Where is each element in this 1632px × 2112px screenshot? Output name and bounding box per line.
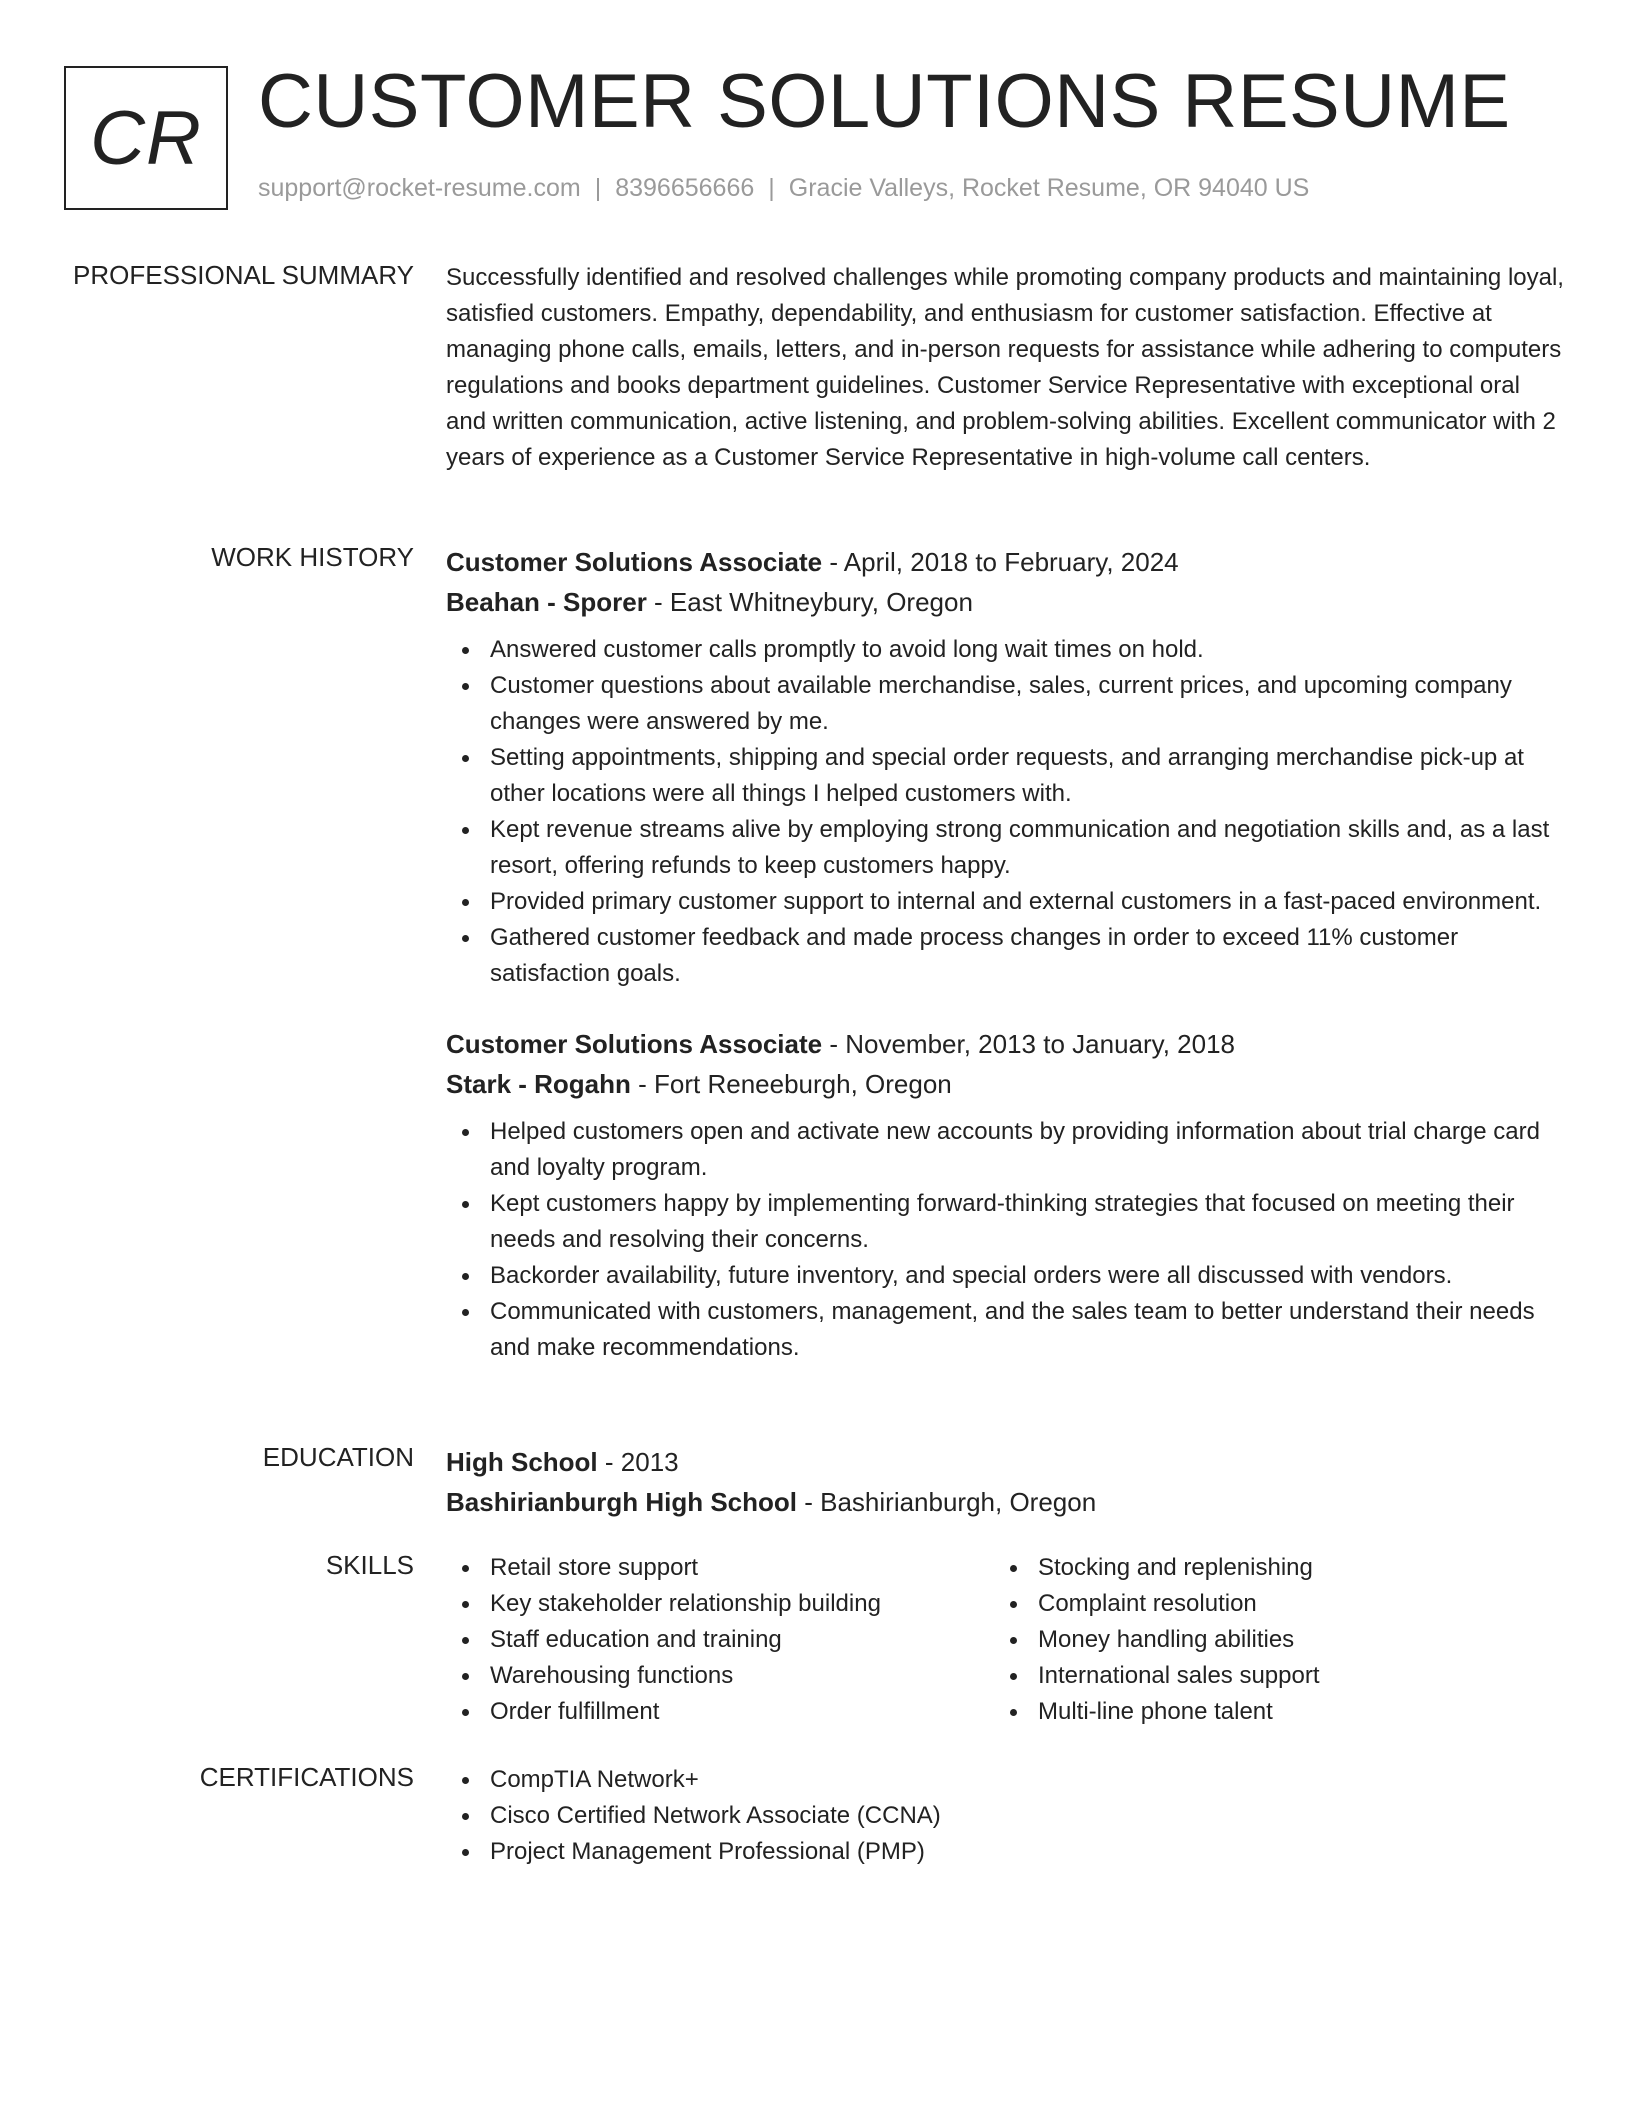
- skill-item: Key stakeholder relationship building: [446, 1586, 994, 1622]
- contact-phone: 8396656666: [615, 174, 755, 202]
- certification-item: CompTIA Network+: [446, 1762, 1566, 1798]
- job-bullet: Provided primary customer support to internal and external customers in a fast-paced environment.: [446, 884, 1566, 920]
- job-bullet: Gathered customer feedback and made process changes in order to exceed 11% customer satisfaction goals.: [446, 920, 1566, 992]
- certifications-heading: CERTIFICATIONS: [199, 1762, 414, 1792]
- education-heading: EDUCATION: [262, 1442, 414, 1472]
- education-school-line: [446, 1482, 1566, 1522]
- education-degree: High School: [446, 1447, 598, 1477]
- skills-body: [446, 1550, 1566, 1730]
- job-bullet: Kept customers happy by implementing forward-thinking strategies that focused on meeting their needs and resolving their concerns.: [446, 1186, 1566, 1258]
- certification-item: Project Management Professional (PMP): [446, 1834, 1566, 1870]
- monogram-initials: CR: [90, 95, 202, 181]
- certification-item: Cisco Certified Network Associate (CCNA): [446, 1798, 1566, 1834]
- job-bullet: Backorder availability, future inventory, and special orders were all discussed with vendors.: [446, 1258, 1566, 1294]
- job-bullets: [446, 632, 1566, 992]
- job-bullet: Customer questions about available merchandise, sales, current prices, and upcoming company changes were answered by me.: [446, 668, 1566, 740]
- education-year: - 2013: [597, 1447, 679, 1477]
- job-entry: [446, 542, 1566, 992]
- skills-list-left: [446, 1550, 994, 1730]
- education-school: Bashirianburgh High School: [446, 1487, 798, 1517]
- resume-title: CUSTOMER SOLUTIONS RESUME: [258, 59, 1511, 144]
- job-company-line: [446, 582, 1566, 622]
- job-bullet: Answered customer calls promptly to avoid long wait times on hold.: [446, 632, 1566, 668]
- contact-address: Gracie Valleys, Rocket Resume, OR 94040 US: [788, 174, 1310, 202]
- job-bullet: Setting appointments, shipping and special order requests, and arranging merchandise pick-up at other locations were all things I helped customers with.: [446, 740, 1566, 812]
- skill-item: Money handling abilities: [994, 1622, 1554, 1658]
- work-history-body: [446, 542, 1566, 1366]
- skill-item: Retail store support: [446, 1550, 994, 1586]
- summary-heading: PROFESSIONAL SUMMARY: [73, 260, 414, 290]
- job-title: Customer Solutions Associate: [446, 1029, 823, 1059]
- job-title-line: [446, 1024, 1566, 1064]
- job-company-line: [446, 1064, 1566, 1104]
- monogram-box: [64, 66, 228, 210]
- job-company: Stark - Rogahn: [446, 1069, 631, 1099]
- skill-item: Order fulfillment: [446, 1694, 994, 1730]
- education-body: [446, 1442, 1566, 1522]
- contact-line: [258, 174, 1309, 203]
- job-entry: [446, 1024, 1566, 1366]
- skill-item: Staff education and training: [446, 1622, 994, 1658]
- job-dates: - November, 2013 to January, 2018: [822, 1029, 1236, 1059]
- summary-text: Successfully identified and resolved challenges while promoting company products and maintaining loyal, satisfied customers. Empathy, dependability, and enthusiasm for customer satisfaction. Effective at managing phone calls, emails, letters, and in-person requests for assistance while adhering to computers regulations and books department guidelines. Customer Service Representative with exceptional oral and written communication, active listening, and problem-solving abilities. Excellent communicator with 2 years of experience as a Customer Service Representative in high-volume call centers.: [446, 264, 1564, 471]
- job-company: Beahan - Sporer: [446, 587, 647, 617]
- contact-email: support@rocket-resume.com: [258, 174, 581, 202]
- certifications-list: [446, 1762, 1566, 1870]
- education-degree-line: [446, 1442, 1566, 1482]
- contact-separator: |: [594, 174, 602, 202]
- job-bullet: Kept revenue streams alive by employing strong communication and negotiation skills and, as a last resort, offering refunds to keep customers happy.: [446, 812, 1566, 884]
- job-title: Customer Solutions Associate: [446, 547, 823, 577]
- skill-item: Complaint resolution: [994, 1586, 1554, 1622]
- job-title-line: [446, 542, 1566, 582]
- job-bullet: Communicated with customers, management, and the sales team to better understand their needs and make recommendations.: [446, 1294, 1566, 1366]
- job-bullets: [446, 1114, 1566, 1366]
- skill-item: Stocking and replenishing: [994, 1550, 1554, 1586]
- skills-list-right: [994, 1550, 1554, 1730]
- job-location: - East Whitneybury, Oregon: [646, 587, 973, 617]
- skill-item: Warehousing functions: [446, 1658, 994, 1694]
- job-bullet: Helped customers open and activate new accounts by providing information about trial charge card and loyalty program.: [446, 1114, 1566, 1186]
- skill-item: Multi-line phone talent: [994, 1694, 1554, 1730]
- job-dates: - April, 2018 to February, 2024: [822, 547, 1179, 577]
- job-location: - Fort Reneeburgh, Oregon: [630, 1069, 952, 1099]
- skills-heading: SKILLS: [325, 1550, 414, 1580]
- certifications-body: [446, 1762, 1566, 1870]
- work-history-heading: WORK HISTORY: [211, 542, 414, 572]
- skill-item: International sales support: [994, 1658, 1554, 1694]
- education-location: - Bashirianburgh, Oregon: [797, 1487, 1097, 1517]
- contact-separator: |: [768, 174, 775, 202]
